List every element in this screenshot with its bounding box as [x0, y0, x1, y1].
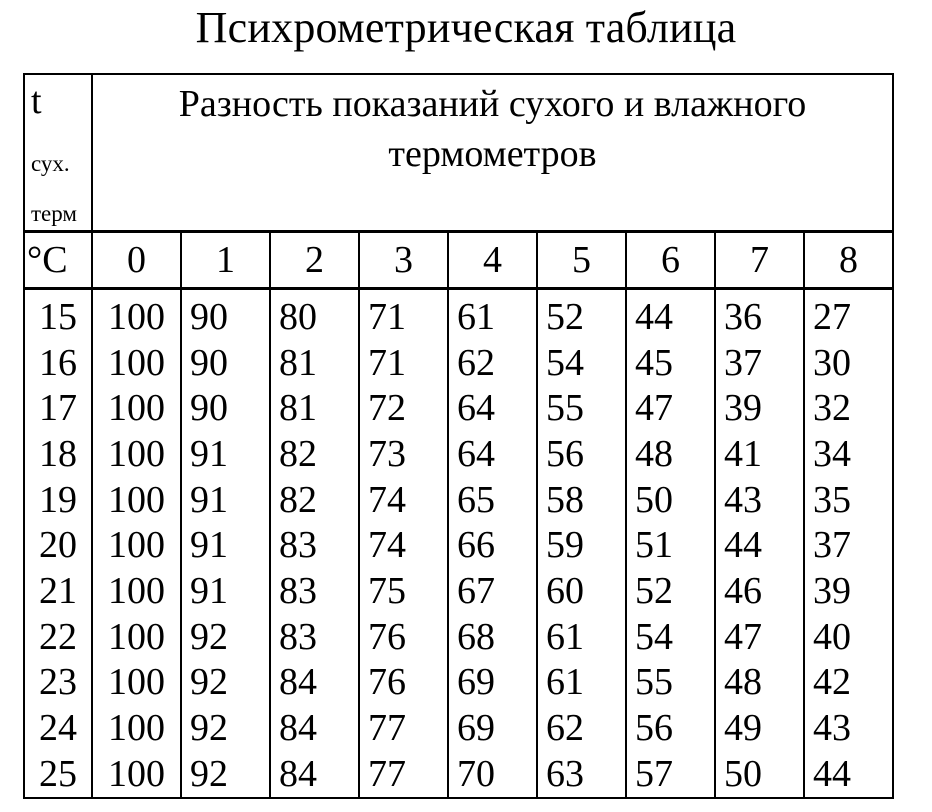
humidity-cell: 36: [715, 289, 804, 340]
table-body: [24, 289, 893, 798]
humidity-cell: 91: [181, 477, 270, 523]
humidity-cell: 37: [804, 522, 893, 568]
humidity-cell: 63: [537, 751, 626, 798]
humidity-cell: 65: [448, 477, 537, 523]
humidity-cell: 54: [626, 614, 715, 660]
dry-temp-cell: 18: [24, 431, 92, 477]
psychrometric-table: [23, 73, 894, 799]
humidity-cell: 83: [270, 568, 359, 614]
difference-value: 3: [359, 232, 448, 289]
humidity-cell: 100: [92, 751, 181, 798]
humidity-cell: 52: [626, 568, 715, 614]
difference-header: Разность показаний сухого и влажного термометров: [92, 74, 893, 232]
humidity-cell: 81: [270, 340, 359, 386]
humidity-cell: 61: [537, 660, 626, 706]
humidity-cell: 69: [448, 660, 537, 706]
corner-t-label: t: [31, 80, 42, 122]
humidity-cell: 49: [715, 705, 804, 751]
difference-value: 1: [181, 232, 270, 289]
humidity-cell: 82: [270, 477, 359, 523]
humidity-cell: 100: [92, 340, 181, 386]
dry-temp-cell: 22: [24, 614, 92, 660]
humidity-cell: 92: [181, 614, 270, 660]
humidity-cell: 64: [448, 431, 537, 477]
humidity-cell: 62: [537, 705, 626, 751]
difference-value: 4: [448, 232, 537, 289]
dry-temp-cell: 24: [24, 705, 92, 751]
difference-value: 5: [537, 232, 626, 289]
humidity-cell: 57: [626, 751, 715, 798]
humidity-cell: 92: [181, 660, 270, 706]
humidity-cell: 60: [537, 568, 626, 614]
humidity-cell: 35: [804, 477, 893, 523]
corner-thermometer-label: терм: [31, 201, 77, 226]
humidity-cell: 76: [359, 614, 448, 660]
humidity-cell: 100: [92, 289, 181, 340]
humidity-cell: 72: [359, 385, 448, 431]
humidity-cell: 71: [359, 340, 448, 386]
dry-temp-cell: 15: [24, 289, 92, 340]
humidity-cell: 44: [804, 751, 893, 798]
humidity-cell: 68: [448, 614, 537, 660]
humidity-cell: 90: [181, 340, 270, 386]
humidity-cell: 51: [626, 522, 715, 568]
dry-temp-cell: 19: [24, 477, 92, 523]
difference-value: 0: [92, 232, 181, 289]
humidity-cell: 61: [537, 614, 626, 660]
humidity-cell: 71: [359, 289, 448, 340]
humidity-cell: 100: [92, 705, 181, 751]
humidity-cell: 48: [626, 431, 715, 477]
humidity-cell: 100: [92, 385, 181, 431]
humidity-cell: 84: [270, 705, 359, 751]
humidity-cell: 42: [804, 660, 893, 706]
humidity-cell: 100: [92, 660, 181, 706]
table-row: [24, 431, 893, 477]
humidity-cell: 58: [537, 477, 626, 523]
humidity-cell: 84: [270, 751, 359, 798]
humidity-cell: 55: [537, 385, 626, 431]
humidity-cell: 100: [92, 477, 181, 523]
humidity-cell: 100: [92, 522, 181, 568]
humidity-cell: 74: [359, 477, 448, 523]
humidity-cell: 39: [715, 385, 804, 431]
humidity-cell: 45: [626, 340, 715, 386]
difference-value: 8: [804, 232, 893, 289]
dry-temp-cell: 17: [24, 385, 92, 431]
humidity-cell: 43: [804, 705, 893, 751]
humidity-cell: 83: [270, 614, 359, 660]
humidity-cell: 39: [804, 568, 893, 614]
humidity-cell: 67: [448, 568, 537, 614]
humidity-cell: 59: [537, 522, 626, 568]
humidity-cell: 69: [448, 705, 537, 751]
humidity-cell: 32: [804, 385, 893, 431]
table-row: [24, 289, 893, 340]
dry-temp-cell: 23: [24, 660, 92, 706]
humidity-cell: 27: [804, 289, 893, 340]
humidity-cell: 77: [359, 705, 448, 751]
humidity-cell: 37: [715, 340, 804, 386]
humidity-cell: 56: [626, 705, 715, 751]
corner-label-cell: [24, 74, 92, 232]
page-title: Психрометрическая таблица: [195, 3, 737, 52]
humidity-cell: 47: [715, 614, 804, 660]
humidity-cell: 50: [626, 477, 715, 523]
humidity-cell: 44: [715, 522, 804, 568]
difference-value: 7: [715, 232, 804, 289]
humidity-cell: 81: [270, 385, 359, 431]
humidity-cell: 64: [448, 385, 537, 431]
table-row: [24, 522, 893, 568]
table-row: [24, 751, 893, 798]
table-row: [24, 340, 893, 386]
humidity-cell: 80: [270, 289, 359, 340]
table-row: [24, 660, 893, 706]
humidity-cell: 75: [359, 568, 448, 614]
humidity-cell: 100: [92, 568, 181, 614]
table-row: [24, 385, 893, 431]
humidity-cell: 76: [359, 660, 448, 706]
table-row: [24, 568, 893, 614]
humidity-cell: 92: [181, 705, 270, 751]
humidity-cell: 91: [181, 568, 270, 614]
humidity-cell: 50: [715, 751, 804, 798]
humidity-cell: 74: [359, 522, 448, 568]
humidity-cell: 100: [92, 431, 181, 477]
humidity-cell: 46: [715, 568, 804, 614]
table-header-row: [24, 74, 893, 232]
humidity-cell: 54: [537, 340, 626, 386]
humidity-cell: 66: [448, 522, 537, 568]
dry-temp-cell: 16: [24, 340, 92, 386]
humidity-cell: 92: [181, 751, 270, 798]
humidity-cell: 82: [270, 431, 359, 477]
dry-temp-cell: 25: [24, 751, 92, 798]
humidity-cell: 40: [804, 614, 893, 660]
humidity-cell: 77: [359, 751, 448, 798]
humidity-cell: 84: [270, 660, 359, 706]
dry-temp-cell: 21: [24, 568, 92, 614]
humidity-cell: 48: [715, 660, 804, 706]
table-row: [24, 705, 893, 751]
humidity-cell: 61: [448, 289, 537, 340]
humidity-cell: 91: [181, 522, 270, 568]
unit-label: °C: [24, 232, 92, 289]
dry-temp-cell: 20: [24, 522, 92, 568]
humidity-cell: 73: [359, 431, 448, 477]
humidity-cell: 70: [448, 751, 537, 798]
corner-dry-label: сух.: [31, 151, 70, 176]
humidity-cell: 90: [181, 289, 270, 340]
humidity-cell: 43: [715, 477, 804, 523]
humidity-cell: 30: [804, 340, 893, 386]
humidity-cell: 91: [181, 431, 270, 477]
humidity-cell: 34: [804, 431, 893, 477]
humidity-cell: 62: [448, 340, 537, 386]
table-row: [24, 477, 893, 523]
humidity-cell: 55: [626, 660, 715, 706]
humidity-cell: 47: [626, 385, 715, 431]
humidity-cell: 44: [626, 289, 715, 340]
humidity-cell: 56: [537, 431, 626, 477]
humidity-cell: 100: [92, 614, 181, 660]
humidity-cell: 90: [181, 385, 270, 431]
humidity-cell: 52: [537, 289, 626, 340]
humidity-cell: 83: [270, 522, 359, 568]
table-row: [24, 614, 893, 660]
difference-row: [24, 232, 893, 289]
difference-value: 2: [270, 232, 359, 289]
difference-value: 6: [626, 232, 715, 289]
humidity-cell: 41: [715, 431, 804, 477]
